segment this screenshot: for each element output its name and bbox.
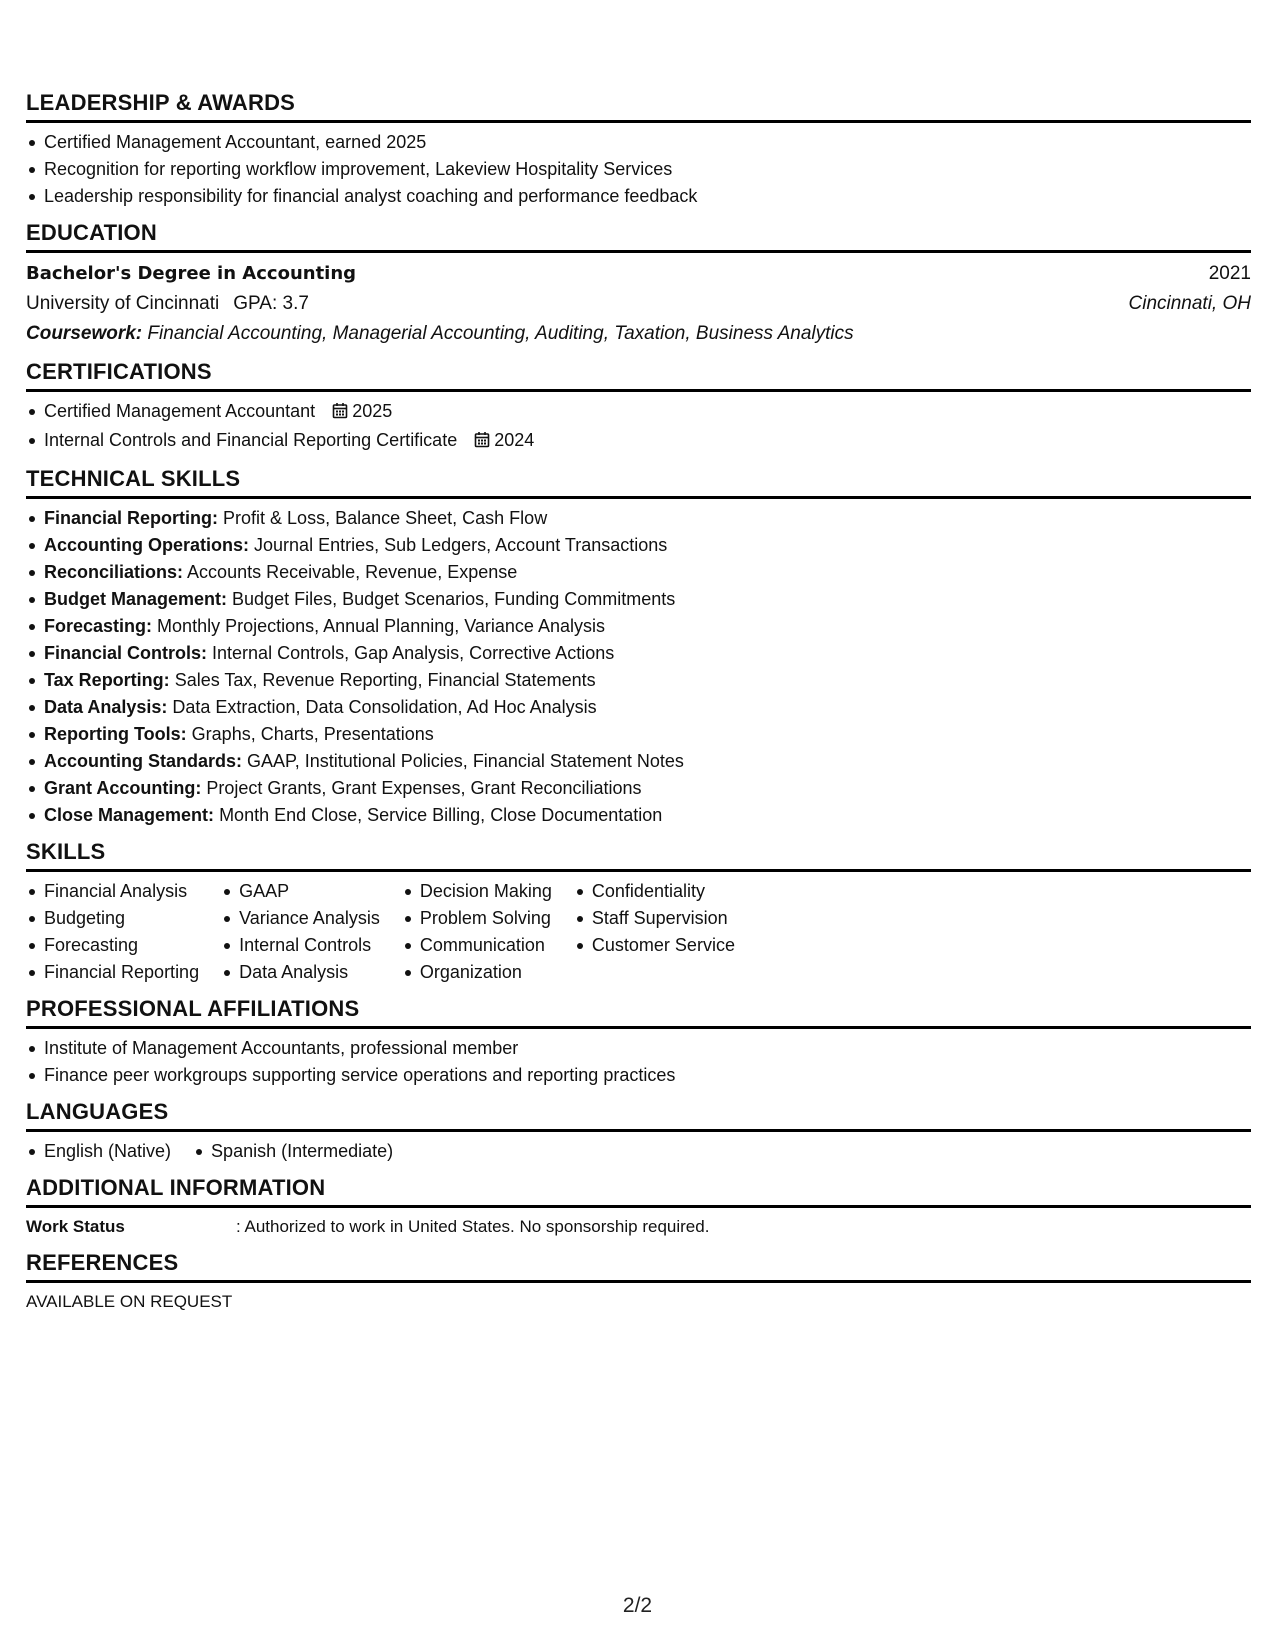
list-item: GAAP <box>221 878 380 905</box>
calendar-icon <box>332 400 348 427</box>
skill-category: Data Analysis: <box>44 697 168 717</box>
certifications-section <box>26 359 1251 456</box>
skills-column <box>221 878 380 986</box>
school-name: University of Cincinnati <box>26 293 220 314</box>
education-heading: EDUCATION <box>26 220 1251 253</box>
certifications-heading: CERTIFICATIONS <box>26 359 1251 392</box>
leadership-list <box>26 129 1251 210</box>
degree-title: Bachelor's Degree in Accounting <box>26 263 357 284</box>
certifications-list <box>26 398 1251 456</box>
skill-category: Accounting Operations: <box>44 535 250 555</box>
list-item: Recognition for reporting workflow improvement, Lakeview Hospitality Services <box>26 156 1251 183</box>
list-item <box>26 427 1251 456</box>
references-text: AVAILABLE ON REQUEST <box>26 1292 233 1311</box>
skill-detail: Profit & Loss, Balance Sheet, Cash Flow <box>223 508 548 528</box>
education-school-row <box>26 289 1251 319</box>
skills-section <box>26 839 1251 986</box>
skill-category: Reconciliations: <box>44 562 184 582</box>
list-item <box>26 667 1251 694</box>
additional-info-heading: ADDITIONAL INFORMATION <box>26 1175 1251 1208</box>
list-item: Problem Solving <box>402 905 552 932</box>
skills-grid <box>26 878 1251 986</box>
list-item <box>26 694 1251 721</box>
affiliations-section <box>26 996 1251 1089</box>
skill-category: Close Management: <box>44 805 215 825</box>
skill-category: Forecasting: <box>44 616 153 636</box>
references-heading: REFERENCES <box>26 1250 1251 1283</box>
certification-name: Internal Controls and Financial Reporting Certificate <box>44 430 458 450</box>
list-item <box>26 721 1251 748</box>
list-item: Budgeting <box>26 905 199 932</box>
coursework <box>26 319 1251 349</box>
list-item: Certified Management Accountant, earned 2025 <box>26 129 1251 156</box>
skills-column <box>26 878 199 986</box>
references-section <box>26 1250 1251 1315</box>
skill-detail: Internal Controls, Gap Analysis, Corrective Actions <box>212 643 615 663</box>
list-item: Financial Reporting <box>26 959 199 986</box>
list-item: Finance peer workgroups supporting service operations and reporting practices <box>26 1062 1251 1089</box>
list-item: Spanish (Intermediate) <box>193 1138 393 1165</box>
skill-detail: Data Extraction, Data Consolidation, Ad Hoc Analysis <box>172 697 597 717</box>
leadership-section <box>26 90 1251 210</box>
skill-detail: Project Grants, Grant Expenses, Grant Reconciliations <box>206 778 642 798</box>
resume-page <box>26 90 1251 1325</box>
skill-category: Reporting Tools: <box>44 724 187 744</box>
affiliations-list <box>26 1035 1251 1089</box>
list-item: Confidentiality <box>574 878 735 905</box>
list-item <box>26 640 1251 667</box>
skills-heading: SKILLS <box>26 839 1251 872</box>
list-item <box>26 775 1251 802</box>
list-item <box>26 802 1251 829</box>
list-item: Institute of Management Accountants, professional member <box>26 1035 1251 1062</box>
certification-name: Certified Management Accountant <box>44 401 316 421</box>
education-section <box>26 220 1251 349</box>
gpa: GPA: 3.7 <box>233 293 309 314</box>
list-item: Leadership responsibility for financial analyst coaching and performance feedback <box>26 183 1251 210</box>
list-item: Decision Making <box>402 878 552 905</box>
work-status-value: : Authorized to work in United States. No sponsorship required. <box>236 1217 710 1236</box>
languages-row <box>26 1138 1251 1165</box>
list-item: Staff Supervision <box>574 905 735 932</box>
list-item: Financial Analysis <box>26 878 199 905</box>
skill-detail: GAAP, Institutional Policies, Financial Statement Notes <box>247 751 684 771</box>
list-item <box>26 586 1251 613</box>
work-status-row <box>26 1214 1251 1240</box>
coursework-label: Coursework: <box>26 323 143 344</box>
work-status-label: Work Status <box>26 1217 125 1236</box>
list-item: Variance Analysis <box>221 905 380 932</box>
education-degree-row <box>26 259 1251 289</box>
skill-detail: Accounts Receivable, Revenue, Expense <box>187 562 518 582</box>
school-location: Cincinnati, OH <box>1128 293 1251 314</box>
skill-detail: Sales Tax, Revenue Reporting, Financial Statements <box>174 670 596 690</box>
skill-category: Grant Accounting: <box>44 778 202 798</box>
list-item <box>26 505 1251 532</box>
coursework-list: Financial Accounting, Managerial Accounting, Auditing, Taxation, Business Analytics <box>147 323 854 344</box>
skills-column <box>574 878 735 986</box>
skill-category: Financial Controls: <box>44 643 208 663</box>
certification-year: 2024 <box>494 430 535 450</box>
list-item <box>26 398 1251 427</box>
leadership-heading: LEADERSHIP & AWARDS <box>26 90 1251 123</box>
languages-column <box>26 1138 171 1165</box>
list-item: Organization <box>402 959 552 986</box>
skill-category: Accounting Standards: <box>44 751 243 771</box>
additional-info-section <box>26 1175 1251 1240</box>
list-item: Internal Controls <box>221 932 380 959</box>
skill-category: Tax Reporting: <box>44 670 170 690</box>
technical-skills-list <box>26 505 1251 829</box>
certification-year: 2025 <box>352 401 393 421</box>
list-item <box>26 748 1251 775</box>
list-item <box>26 532 1251 559</box>
affiliations-heading: PROFESSIONAL AFFILIATIONS <box>26 996 1251 1029</box>
skill-category: Financial Reporting: <box>44 508 219 528</box>
skill-detail: Graphs, Charts, Presentations <box>191 724 434 744</box>
list-item: Communication <box>402 932 552 959</box>
list-item: Forecasting <box>26 932 199 959</box>
skill-detail: Month End Close, Service Billing, Close Documentation <box>219 805 663 825</box>
page-number: 2/2 <box>622 1594 653 1617</box>
skill-detail: Budget Files, Budget Scenarios, Funding Commitments <box>232 589 676 609</box>
list-item: Customer Service <box>574 932 735 959</box>
list-item <box>26 559 1251 586</box>
list-item: English (Native) <box>26 1138 171 1165</box>
list-item <box>26 613 1251 640</box>
list-item: Data Analysis <box>221 959 380 986</box>
graduation-year: 2021 <box>1208 263 1251 284</box>
languages-heading: LANGUAGES <box>26 1099 1251 1132</box>
technical-skills-heading: TECHNICAL SKILLS <box>26 466 1251 499</box>
skill-detail: Monthly Projections, Annual Planning, Variance Analysis <box>157 616 605 636</box>
languages-column <box>193 1138 393 1165</box>
calendar-icon <box>474 429 490 456</box>
skills-column <box>402 878 552 986</box>
school-info <box>26 289 309 319</box>
technical-skills-section <box>26 466 1251 829</box>
skill-detail: Journal Entries, Sub Ledgers, Account Transactions <box>254 535 668 555</box>
skill-category: Budget Management: <box>44 589 228 609</box>
languages-section <box>26 1099 1251 1165</box>
